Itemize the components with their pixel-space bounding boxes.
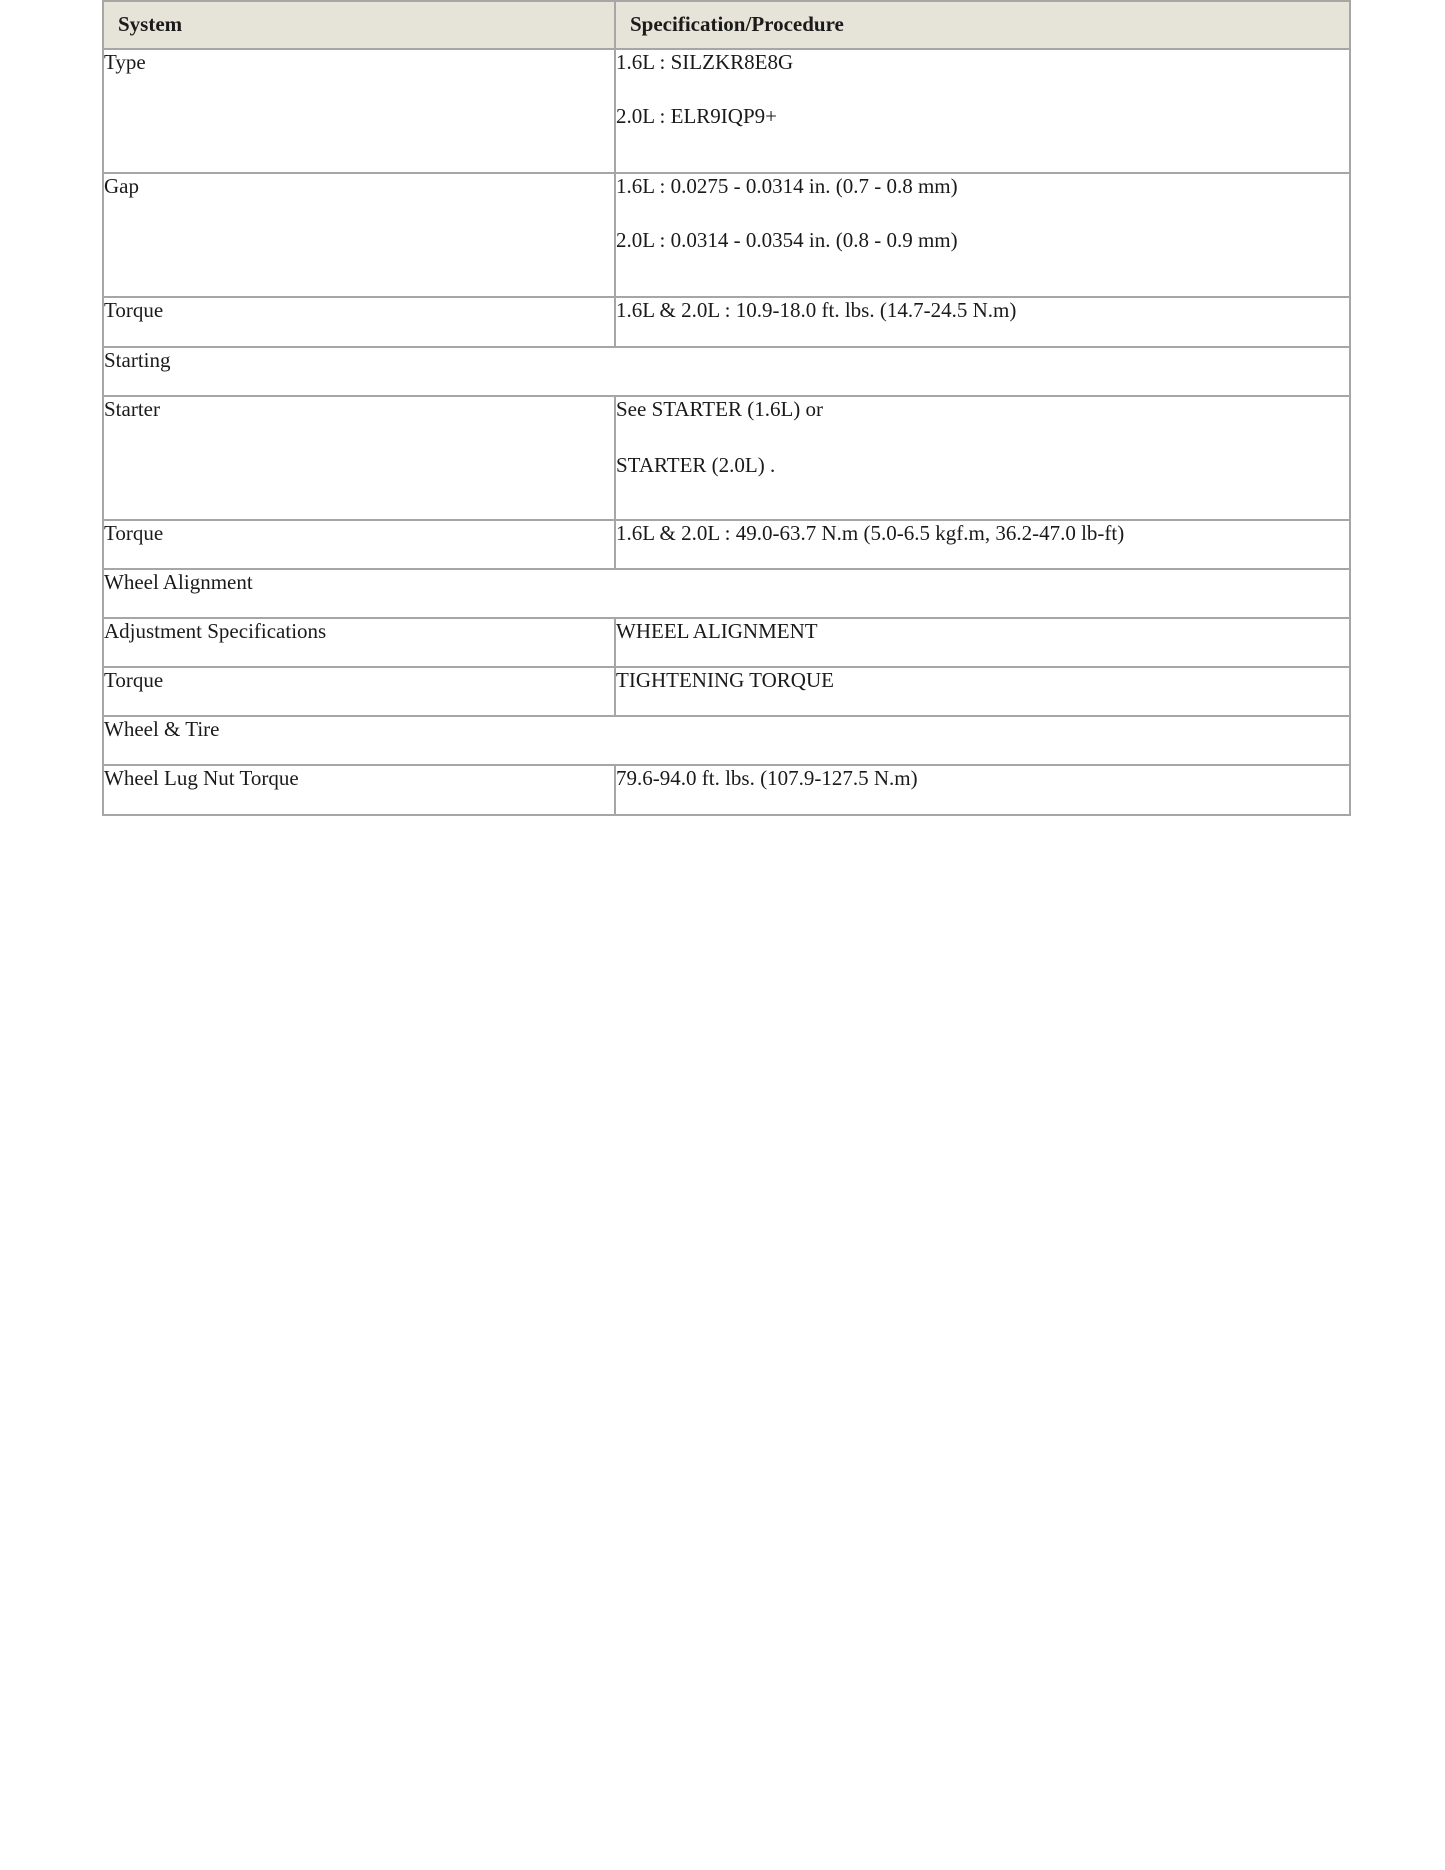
type-line-1-6l: 1.6L : SILZKR8E8G [616, 50, 794, 74]
table-row-gap [103, 173, 1350, 297]
table-row-starter [103, 396, 1350, 520]
table-header-row [103, 1, 1350, 49]
section-row-wheel-alignment [103, 569, 1350, 618]
row-label-gap: Gap [103, 173, 615, 297]
row-value-type [615, 49, 1350, 173]
row-label-adjustment: Adjustment Specifications [103, 618, 615, 667]
gap-line-2-0l: 2.0L : 0.0314 - 0.0354 in. (0.8 - 0.9 mm) [616, 228, 958, 252]
table-row-type [103, 49, 1350, 173]
row-value-adjustment: WHEEL ALIGNMENT [615, 618, 1350, 667]
table-row-starter-torque [103, 520, 1350, 569]
table-row-spark-torque [103, 297, 1350, 347]
row-label-starter-torque: Torque [103, 520, 615, 569]
section-title-wheel-tire: Wheel & Tire [103, 716, 1350, 765]
type-line-2-0l: 2.0L : ELR9IQP9+ [616, 104, 777, 128]
row-value-starter [615, 396, 1350, 520]
header-system: System [103, 1, 615, 49]
row-label-spark-torque: Torque [103, 297, 615, 347]
row-label-type: Type [103, 49, 615, 173]
table-row-alignment-torque [103, 667, 1350, 716]
row-value-gap [615, 173, 1350, 297]
section-row-starting [103, 347, 1350, 396]
row-value-lug-nut: 79.6-94.0 ft. lbs. (107.9-127.5 N.m) [615, 765, 1350, 815]
row-value-alignment-torque: TIGHTENING TORQUE [615, 667, 1350, 716]
row-label-alignment-torque: Torque [103, 667, 615, 716]
row-value-starter-torque: 1.6L & 2.0L : 49.0-63.7 N.m (5.0-6.5 kgf.m, 36.2-47.0 lb-ft) [615, 520, 1350, 569]
gap-line-1-6l: 1.6L : 0.0275 - 0.0314 in. (0.7 - 0.8 mm) [616, 174, 958, 198]
section-title-starting: Starting [103, 347, 1350, 396]
section-row-wheel-tire [103, 716, 1350, 765]
section-title-wheel-alignment: Wheel Alignment [103, 569, 1350, 618]
specifications-table [102, 0, 1351, 816]
row-label-starter: Starter [103, 396, 615, 520]
table-row-adjustment [103, 618, 1350, 667]
table-row-lug-nut [103, 765, 1350, 815]
row-value-spark-torque: 1.6L & 2.0L : 10.9-18.0 ft. lbs. (14.7-24.5 N.m) [615, 297, 1350, 347]
row-label-lug-nut: Wheel Lug Nut Torque [103, 765, 615, 815]
starter-line-2: STARTER (2.0L) . [616, 453, 776, 477]
starter-line-1: See STARTER (1.6L) or [616, 397, 824, 421]
header-specification: Specification/Procedure [615, 1, 1350, 49]
